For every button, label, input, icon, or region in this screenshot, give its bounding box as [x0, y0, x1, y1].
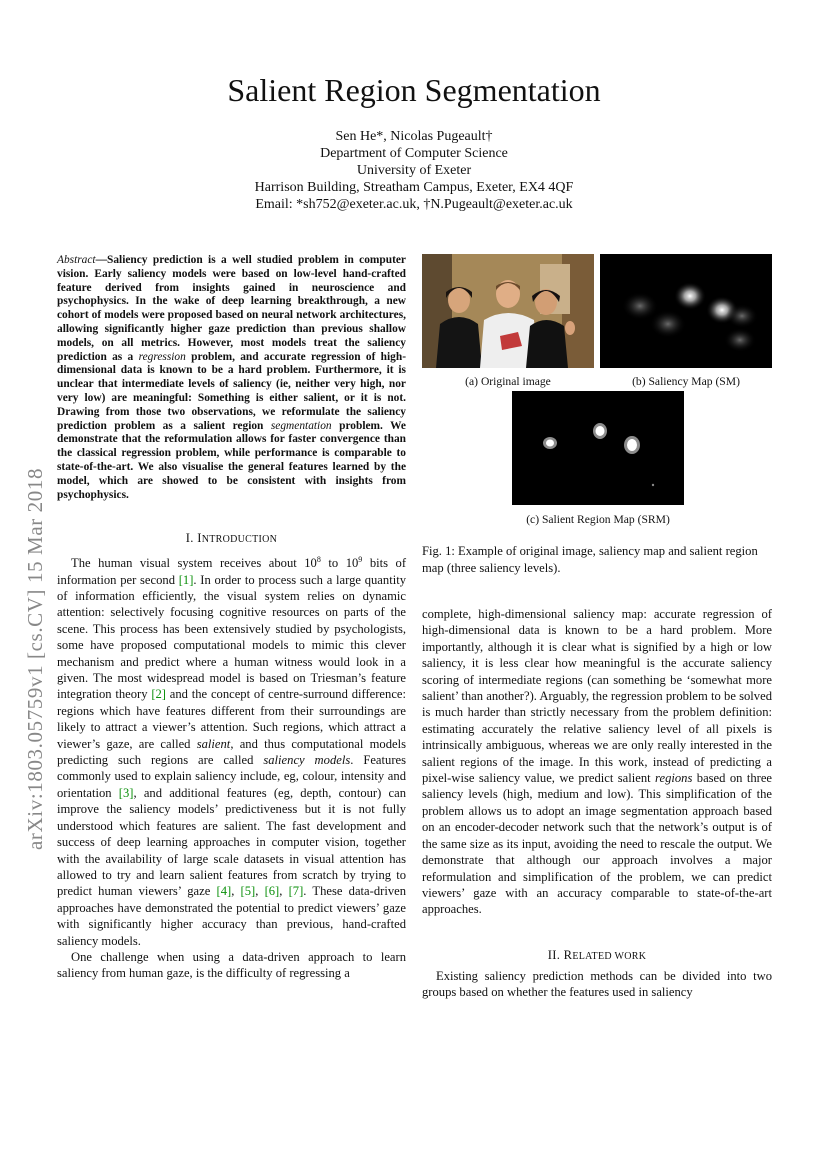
section-heading-related-work: II. RELATED WORK — [547, 948, 647, 962]
affiliation-line-1: Department of Computer Science — [320, 146, 508, 161]
citation-link[interactable]: [2] — [151, 687, 166, 702]
author-names: Sen He*, Nicolas Pugeault† — [335, 129, 493, 144]
related-work-body — [422, 968, 772, 1001]
paper-title: Salient Region Segmentation — [227, 72, 601, 108]
affiliation-line-3: Harrison Building, Streatham Campus, Exeter, EX4 4QF — [254, 180, 574, 195]
subcaption-a: (a) Original image — [465, 375, 551, 388]
abstract-label: Abstract — [57, 254, 96, 266]
intro-paragraph-2: One challenge when using a data-driven approach to learn saliency from human gaze, is the difficulty of regressing a — [57, 949, 406, 981]
figure-saliency-map — [600, 254, 772, 368]
right-column-body — [422, 606, 772, 918]
citation-link[interactable]: [3] — [118, 785, 134, 800]
email-line: Email: *sh752@exeter.ac.uk, †N.Pugeault@exeter.ac.uk — [255, 197, 573, 212]
related-paragraph-1: Existing saliency prediction methods can be divided into two groups based on whether the features used in saliency — [422, 969, 772, 1000]
saliency-map-illustration — [600, 254, 772, 368]
section-heading-introduction: I. INTRODUCTION — [185, 531, 278, 545]
figure-salient-region-map — [512, 391, 684, 505]
citation-link[interactable]: [7] — [288, 884, 304, 899]
abstract: Abstract—Saliency prediction is a well studied problem in computer vision. Early saliency models were based on low-level hand-crafted feature derived from insights gained in neuroscience and psychophysics. In the wake of deep learning breakthrough, a new cohort of models were proposed based on neural network architectures, allowing significantly higher gaze prediction than previous shallow models, on all metrics. However, most models treat the saliency prediction as a regression problem, and accurate regression of high-dimensional data is known to be a hard problem. Furthermore, it is unclear that intermediate levels of saliency (ie, neither very high, nor very low) are meaningful: Something is either salient, or it is not. Drawing from those two observations, we reformulate the saliency prediction problem as a salient region segmentation problem. We demonstrate that the reformulation allows for faster convergence than the classical regression problem, while performance is comparable to state-of-the-art. We also visualise the general features learned by the model, which are showed to be consistent with insights from psychophysics. — [57, 254, 407, 501]
intro-paragraph-1: The human visual system receives about $10^8$ to $10^9$ bits of information per second [1]. In order to process such a large quantity of information efficiently, the visual system relies on dynamic attention: selectively focusing cognitive resources on parts of the scene. This process has been extensively studied by psychologists, some have proposed computational models to mimic this clever mechanism and predict where a human witness would look in a given. The most widespread model is based on Triesman’s feature integration theory [2] and the concept of centre-surround difference: regions which have features different from their surroundings are likely to attract a viewer’s attention. Such regions, which attract a viewer’s gaze, are called salient, and thus computational models predicting such regions are called saliency models. Features commonly used to explain saliency include, eg, colour, intensity and orientation [3], and additional features (eg, depth, contour) can improve the saliency models’ predictiveness but it is not fully understood which features are salient. The fast development and success of deep learning approaches in computer vision, together with the availability of large scale datasets in visual attention has allowed to try and learn salient features from scratch by trying to predict human viewers’ gaze [4], [5], [6], [7]. These data-driven approaches have demonstrated the potential to predict viewers’ gaze with significantly higher accuracy than previous, hand-crafted saliency models. — [57, 555, 407, 948]
subcaption-c: (c) Salient Region Map (SRM) — [526, 513, 670, 526]
subcaption-b: (b) Saliency Map (SM) — [632, 375, 740, 388]
affiliation-line-2: University of Exeter — [356, 163, 472, 178]
citation-link[interactable]: [4] — [216, 884, 232, 899]
salient-region-map-illustration — [512, 391, 684, 505]
citation-link[interactable]: [5] — [240, 884, 256, 899]
figure-caption: Fig. 1: Example of original image, saliency map and salient region map (three saliency levels). — [422, 544, 758, 575]
arxiv-stamp: arXiv:1803.05759v1 [cs.CV] 15 Mar 2018 — [23, 467, 47, 850]
author-block — [0, 128, 828, 213]
figure-original-image — [422, 254, 594, 368]
intro-paragraph-continued: complete, high-dimensional saliency map: accurate regression of high-dimensional data is known to be a hard problem. More importantly, although it is clear what is signified by a high or low saliency, it is less clear how meaningful is the accurate saliency scoring of intermediate regions (can something be ‘somewhat more salient’ than another?). Arguably, the regression problem to be solved is much harder than strictly necessary from the problem definition: estimating accurately the relative saliency level of all pixels is intrinsically ambiguous, whereas we are only really interested in the salient regions of the image. In this work, instead of predicting a pixel-wise saliency value, we predict salient regions based on three saliency levels (high, medium and low). This simplification of the problem allows us to adopt an image segmentation approach based on an encoder-decoder network such that the network’s output is of the same size as its input, avoiding the need to rescale the output. We demonstrate that although our approach involves a major reformulation and simplification of the problem, we can predict viewers’ gaze with an accuracy comparable to state-of-the-art approaches. — [422, 607, 772, 917]
citation-link[interactable]: [1] — [178, 572, 194, 587]
introduction-body — [57, 552, 406, 982]
citation-link[interactable]: [6] — [264, 884, 280, 899]
photo-illustration — [422, 254, 594, 368]
